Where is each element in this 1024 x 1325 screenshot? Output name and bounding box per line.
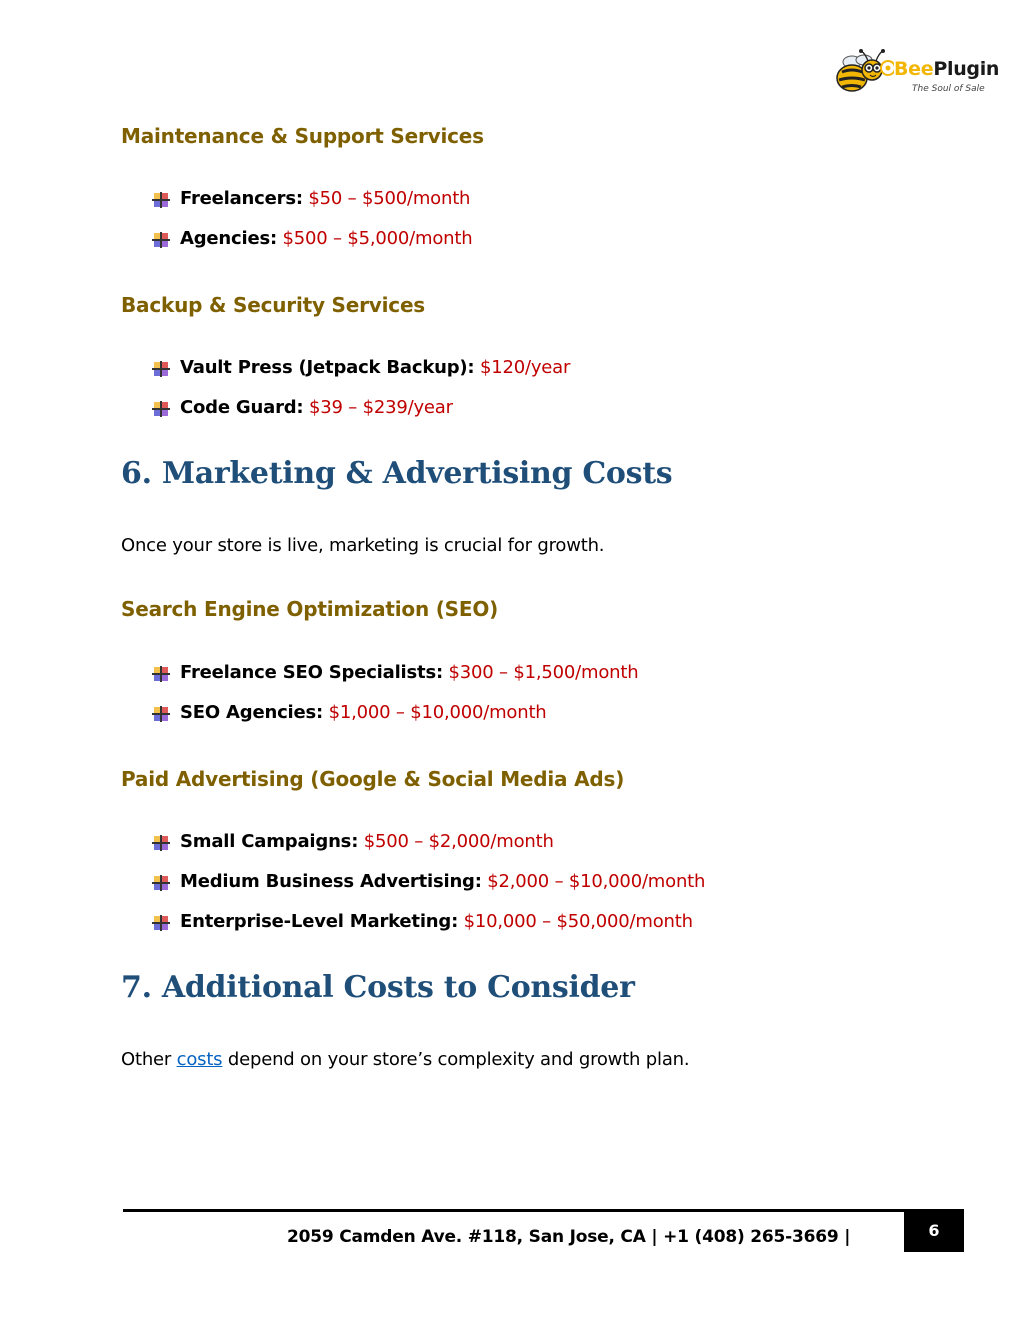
seo-heading: Search Engine Optimization (SEO): [121, 597, 499, 621]
bullet-arrow-icon: [152, 401, 170, 417]
logo-wordmark: BeePlugin: [894, 58, 1000, 80]
additional-heading: 7. Additional Costs to Consider: [121, 970, 635, 1005]
bullet-arrow-icon: [152, 835, 170, 851]
footer-divider: [123, 1209, 906, 1212]
bullet-arrow-icon: [152, 915, 170, 931]
bullet-arrow-icon: [152, 192, 170, 208]
bee-icon: [830, 48, 894, 98]
bullet-arrow-icon: [152, 706, 170, 722]
bullet-arrow-icon: [152, 666, 170, 682]
marketing-heading: 6. Marketing & Advertising Costs: [121, 456, 673, 491]
logo-tagline: The Soul of Sale: [912, 84, 985, 94]
costs-link[interactable]: costs: [176, 1049, 223, 1070]
maintenance-heading: Maintenance & Support Services: [121, 124, 484, 148]
backup-heading: Backup & Security Services: [121, 293, 426, 317]
bullet-arrow-icon: [152, 232, 170, 248]
marketing-intro: Once your store is live, marketing is crucial for growth.: [121, 535, 605, 556]
page-number: 6: [904, 1209, 964, 1252]
paid-ads-heading: Paid Advertising (Google & Social Media Ads): [121, 767, 625, 791]
additional-intro: Other costs depend on your store’s complexity and growth plan.: [121, 1049, 690, 1070]
footer-address: 2059 Camden Ave. #118, San Jose, CA | +1 (408) 265-3669 |: [287, 1227, 851, 1247]
bullet-arrow-icon: [152, 875, 170, 891]
beeplugin-logo: [830, 48, 1000, 98]
bullet-arrow-icon: [152, 361, 170, 377]
